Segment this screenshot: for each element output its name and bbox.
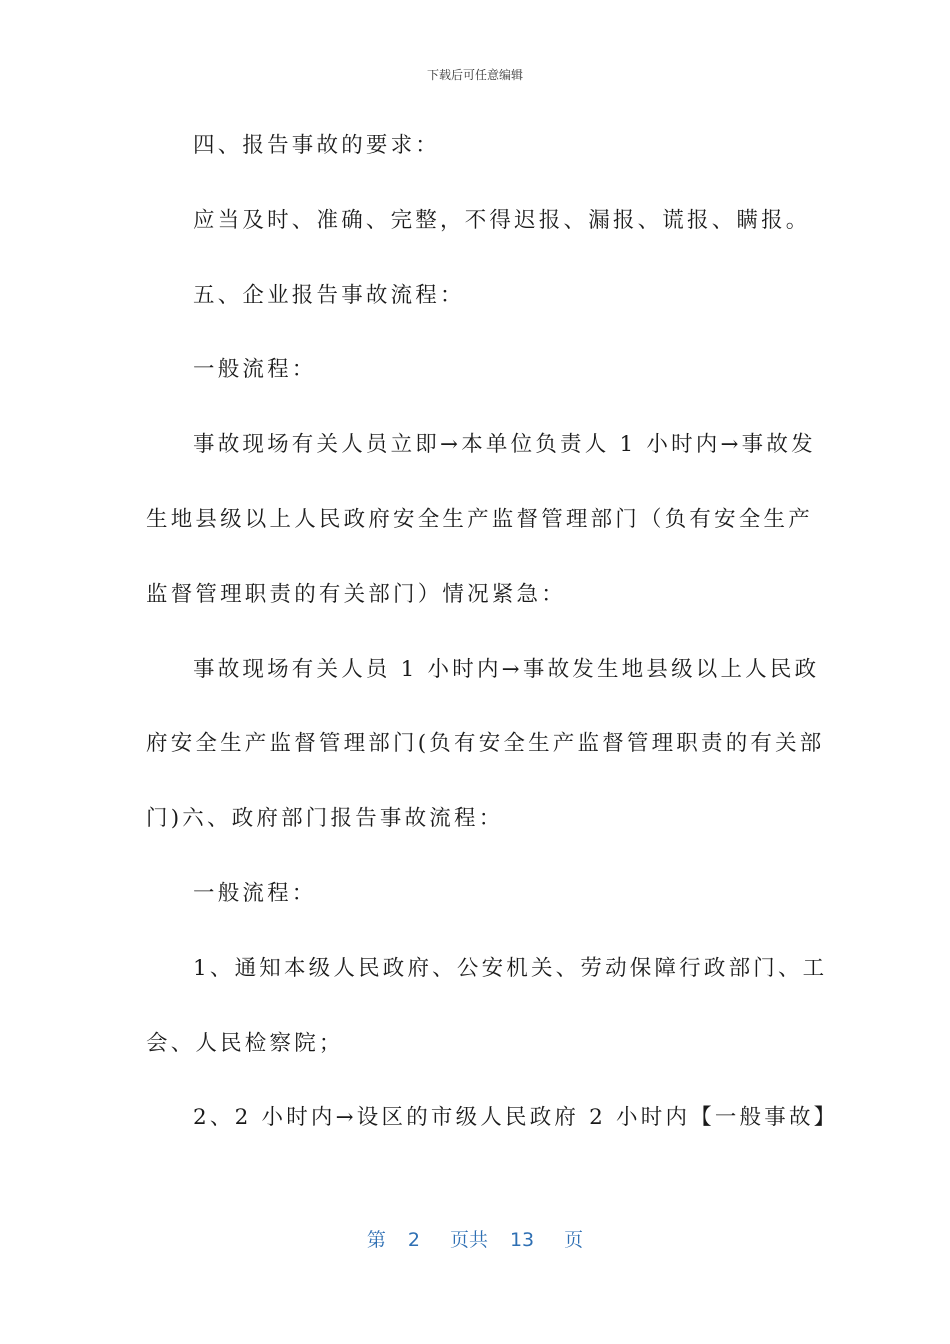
page-suffix: 页 [564, 1229, 584, 1251]
paragraph-line: 生地县级以上人民政府安全生产监督管理部门（负有安全生产 [146, 506, 813, 532]
paragraph-line: 门)六、政府部门报告事故流程： [146, 806, 504, 832]
list-item-1-continued: 会、人民检察院； [146, 1030, 344, 1056]
list-item-1: 1、通知本级人民政府、公安机关、劳动保障行政部门、工 [193, 955, 828, 981]
list-item-2: 2、2 小时内→设区的市级人民政府 2 小时内【一般事故】 [193, 1105, 839, 1131]
subheading-general-process: 一般流程： [193, 880, 317, 906]
page-footer [0, 1225, 950, 1252]
paragraph-line: 监督管理职责的有关部门）情况紧急： [146, 581, 566, 607]
paragraph-line: 事故现场有关人员立即→本单位负责人 1 小时内→事故发 [193, 432, 816, 458]
paragraph-line: 府安全生产监督管理部门(负有安全生产监督管理职责的有关部 [146, 731, 825, 757]
page-prefix: 第 [366, 1229, 386, 1251]
section-heading-4: 四、报告事故的要求： [193, 133, 441, 158]
document-body [146, 128, 839, 1175]
section-heading-5: 五、企业报告事故流程： [193, 282, 465, 308]
paragraph-line: 事故现场有关人员 1 小时内→事故发生地县级以上人民政 [193, 656, 820, 682]
page-number: 2 [407, 1229, 420, 1251]
subheading-general-process: 一般流程： [193, 357, 317, 383]
page-total: 13 [509, 1229, 535, 1251]
header-note: 下载后可任意编辑 [426, 68, 523, 82]
page-middle: 页共 [449, 1229, 488, 1251]
paragraph-line: 应当及时、准确、完整，不得迟报、漏报、谎报、瞒报。 [193, 207, 811, 233]
